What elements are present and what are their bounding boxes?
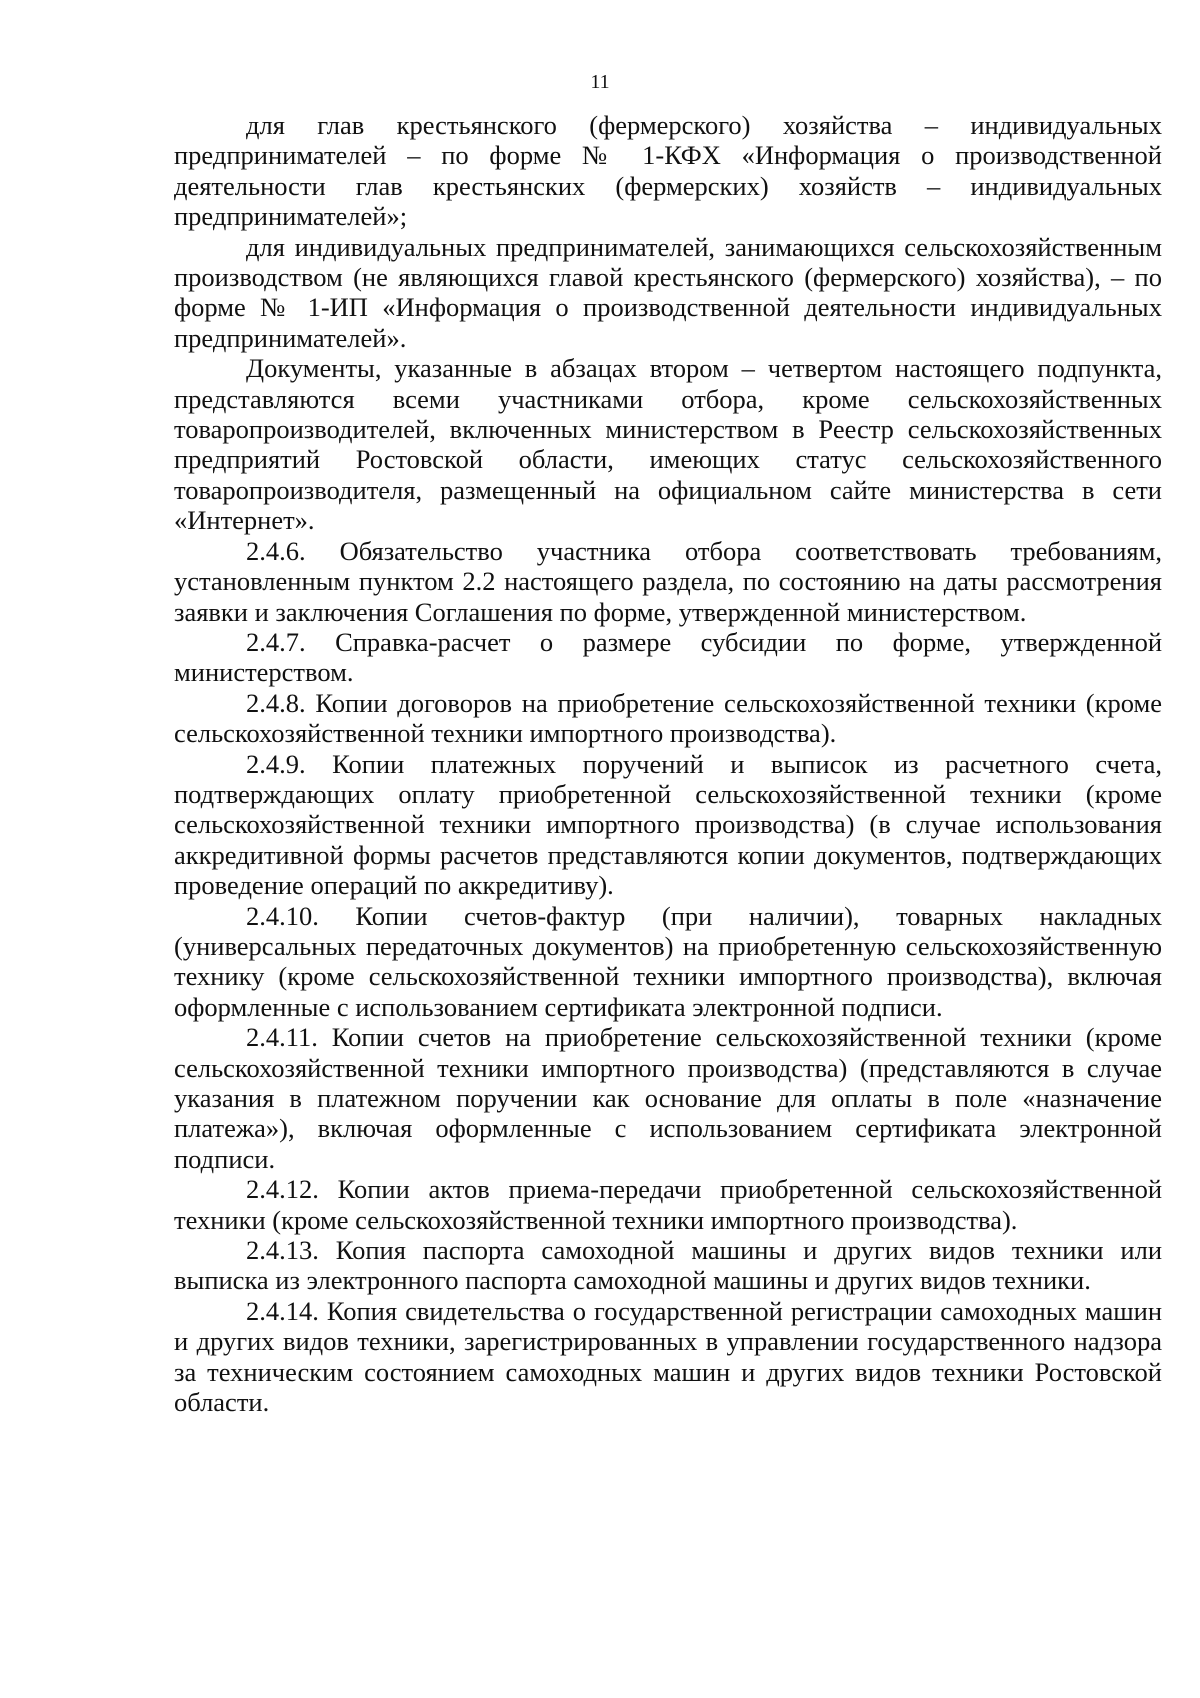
paragraph-2-4-10: 2.4.10. Копии счетов-фактур (при наличии), товарных накладных (универсальных передаточных документов) на приобретенную сельскохозяйственную технику (кроме сельскохозяйственной техники импортного производства), включая оформленные с использованием сертификата электронной подписи. bbox=[174, 900, 1162, 1022]
paragraph-2-4-14: 2.4.14. Копия свидетельства о государственной регистрации самоходных машин и других видов техники, зарегистрированных в управлении государственного надзора за техническим состоянием самоходных машин и других видов техники Ростовской области. bbox=[174, 1295, 1162, 1418]
paragraph-2-4-6: 2.4.6. Обязательство участника отбора соответствовать требованиям, установленным пунктом 2.2 настоящего раздела, по состоянию на даты рассмотрения заявки и заключения Соглашения по форме, утвержденной министерством. bbox=[174, 535, 1162, 627]
paragraph-documents-note: Документы, указанные в абзацах втором – четвертом настоящего подпункта, представляются всеми участниками отбора, кроме сельскохозяйственных товаропроизводителей, включенных министерством в Реестр сельскохозяйственных предприятий Ростовской области, имеющих статус сельскохозяйственного товаропроизводителя, размещенный на официальном сайте министерства в сети «Интернет». bbox=[174, 353, 1162, 536]
paragraph-ip-form: для индивидуальных предпринимателей, занимающихся сельскохозяйственным производством (не являющихся главой крестьянского (фермерского) хозяйства), – по форме № 1-ИП «Информация о производственной деятельности индивидуальных предпринимателей». bbox=[174, 231, 1162, 353]
paragraph-2-4-9: 2.4.9. Копии платежных поручений и выписок из расчетного счета, подтверждающих оплату приобретенной сельскохозяйственной техники (кроме сельскохозяйственной техники импортного производства) (в случае использования аккредитивной формы расчетов представляются копии документов, подтверждающих проведение операций по аккредитиву). bbox=[174, 748, 1162, 901]
paragraph-2-4-12: 2.4.12. Копии актов приема-передачи приобретенной сельскохозяйственной техники (кроме сельскохозяйственной техники импортного производства). bbox=[174, 1174, 1162, 1235]
page-number: 11 bbox=[590, 71, 610, 93]
paragraph-2-4-8: 2.4.8. Копии договоров на приобретение сельскохозяйственной техники (кроме сельскохозяйственной техники импортного производства). bbox=[174, 687, 1162, 749]
document-body bbox=[174, 110, 1162, 1417]
paragraph-2-4-11: 2.4.11. Копии счетов на приобретение сельскохозяйственной техники (кроме сельскохозяйственной техники импортного производства) (представляются в случае указания в платежном поручении как основание для оплаты в поле «назначение платежа»), включая оформленные с использованием сертификата электронной подписи. bbox=[174, 1022, 1162, 1174]
paragraph-2-4-7: 2.4.7. Справка-расчет о размере субсидии по форме, утвержденной министерством. bbox=[174, 626, 1162, 688]
paragraph-kfh-form: для глав крестьянского (фермерского) хозяйства – индивидуальных предпринимателей – по форме № 1-КФХ «Информация о производственной деятельности глав крестьянских (фермерских) хозяйств – индивидуальных предпринимателей»; bbox=[174, 110, 1162, 232]
paragraph-2-4-13: 2.4.13. Копия паспорта самоходной машины и других видов техники или выписка из электронного паспорта самоходной машины и других видов техники. bbox=[174, 1235, 1162, 1296]
